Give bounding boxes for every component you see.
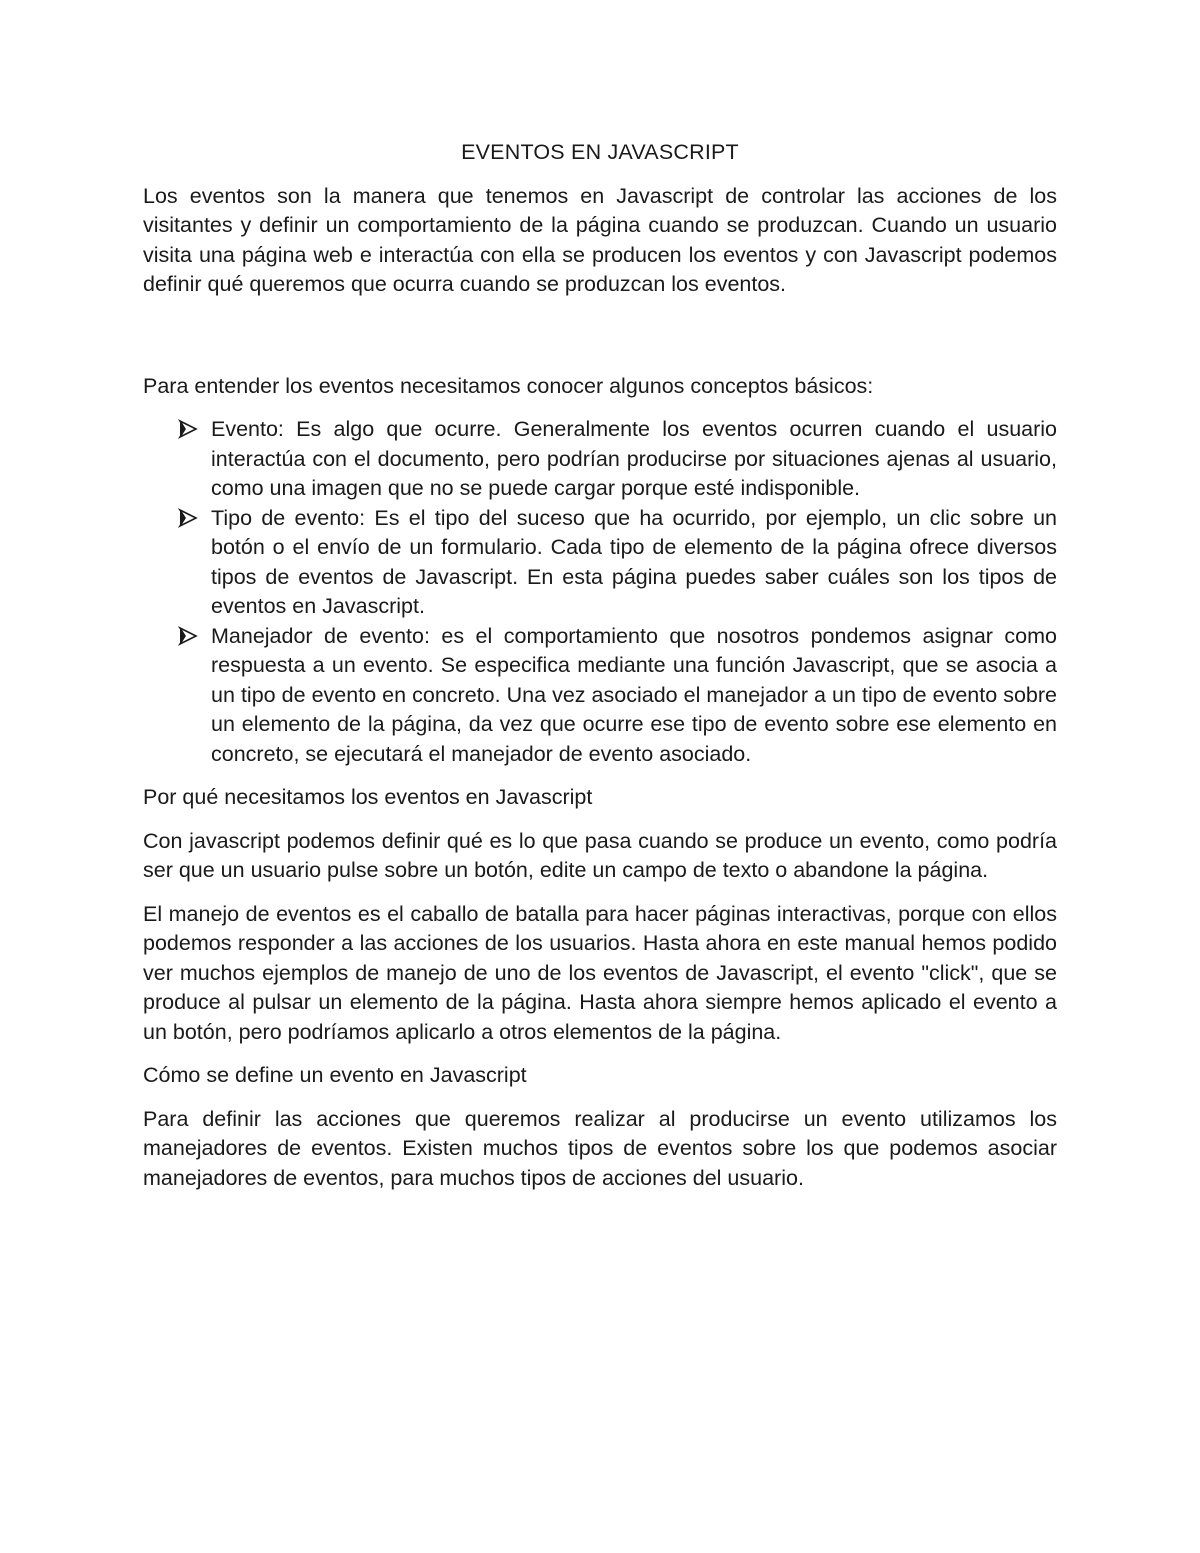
heading-how-define: Cómo se define un evento en Javascript bbox=[143, 1063, 527, 1087]
concepts-list bbox=[143, 415, 1057, 769]
document-page bbox=[143, 138, 1057, 1207]
list-item-evento bbox=[211, 415, 1057, 504]
intro-paragraph: Los eventos son la manera que tenemos en Javascript de controlar las acciones de los visitantes y definir un comportamiento de la página cuando se produzcan. Cuando un usuario visita una página web e interactúa con ella se producen los eventos y con Javascript podemos definir qué queremos que ocurra cuando se produzcan los eventos. bbox=[143, 183, 1057, 296]
list-item-text: Tipo de evento: Es el tipo del suceso que ha ocurrido, por ejemplo, un clic sobre un botón o el envío de un formulario. Cada tipo de elemento de la página ofrece diversos tipos de eventos de Javascript. En esta página puedes saber cuáles son los tipos de eventos en Javascript. bbox=[211, 505, 1057, 618]
arrow-bullet-icon bbox=[178, 508, 198, 528]
how-paragraph: Para definir las acciones que queremos realizar al producirse un evento utilizamos los manejadores de eventos. Existen muchos tipos de eventos sobre los que podemos asociar manejadores de eventos, para muchos tipos de acciones del usuario. bbox=[143, 1106, 1057, 1190]
event-handling-paragraph: El manejo de eventos es el caballo de batalla para hacer páginas interactivas, porque con ellos podemos responder a las acciones de los usuarios. Hasta ahora en este manual hemos podido ver muchos ejemplos de manejo de uno de los eventos de Javascript, el evento "click", que se produce al pulsar un elemento de la página. Hasta ahora siempre hemos aplicado el evento a un botón, pero podríamos aplicarlo a otros elementos de la página. bbox=[143, 901, 1057, 1044]
why-paragraph: Con javascript podemos definir qué es lo que pasa cuando se produce un evento, como podría ser que un usuario pulse sobre un botón, edite un campo de texto o abandone la página. bbox=[143, 828, 1057, 882]
list-item-manejador-de-evento bbox=[211, 622, 1057, 770]
document-title: EVENTOS EN JAVASCRIPT bbox=[461, 140, 739, 164]
blank-line-spacer bbox=[143, 314, 1057, 372]
concepts-lead-paragraph: Para entender los eventos necesitamos conocer algunos conceptos básicos: bbox=[143, 373, 874, 398]
list-item-text: Evento: Es algo que ocurre. Generalmente los eventos ocurren cuando el usuario interactúa con el documento, pero podrían producirse por situaciones ajenas al usuario, como una imagen que no se puede cargar porque esté indisponible. bbox=[211, 417, 1057, 500]
list-item-text: Manejador de evento: es el comportamiento que nosotros pondemos asignar como respuesta a un evento. Se especifica mediante una función Javascript, que se asocia a un tipo de evento en concreto. Una vez asociado el manejador a un tipo de evento sobre un elemento de la página, da vez que ocurre ese tipo de evento sobre ese elemento en concreto, se ejecutará el manejador de evento asociado. bbox=[211, 623, 1057, 766]
list-item-tipo-de-evento bbox=[211, 504, 1057, 622]
arrow-bullet-icon bbox=[178, 626, 198, 646]
heading-why-events: Por qué necesitamos los eventos en Javascript bbox=[143, 785, 593, 809]
arrow-bullet-icon bbox=[178, 419, 198, 439]
